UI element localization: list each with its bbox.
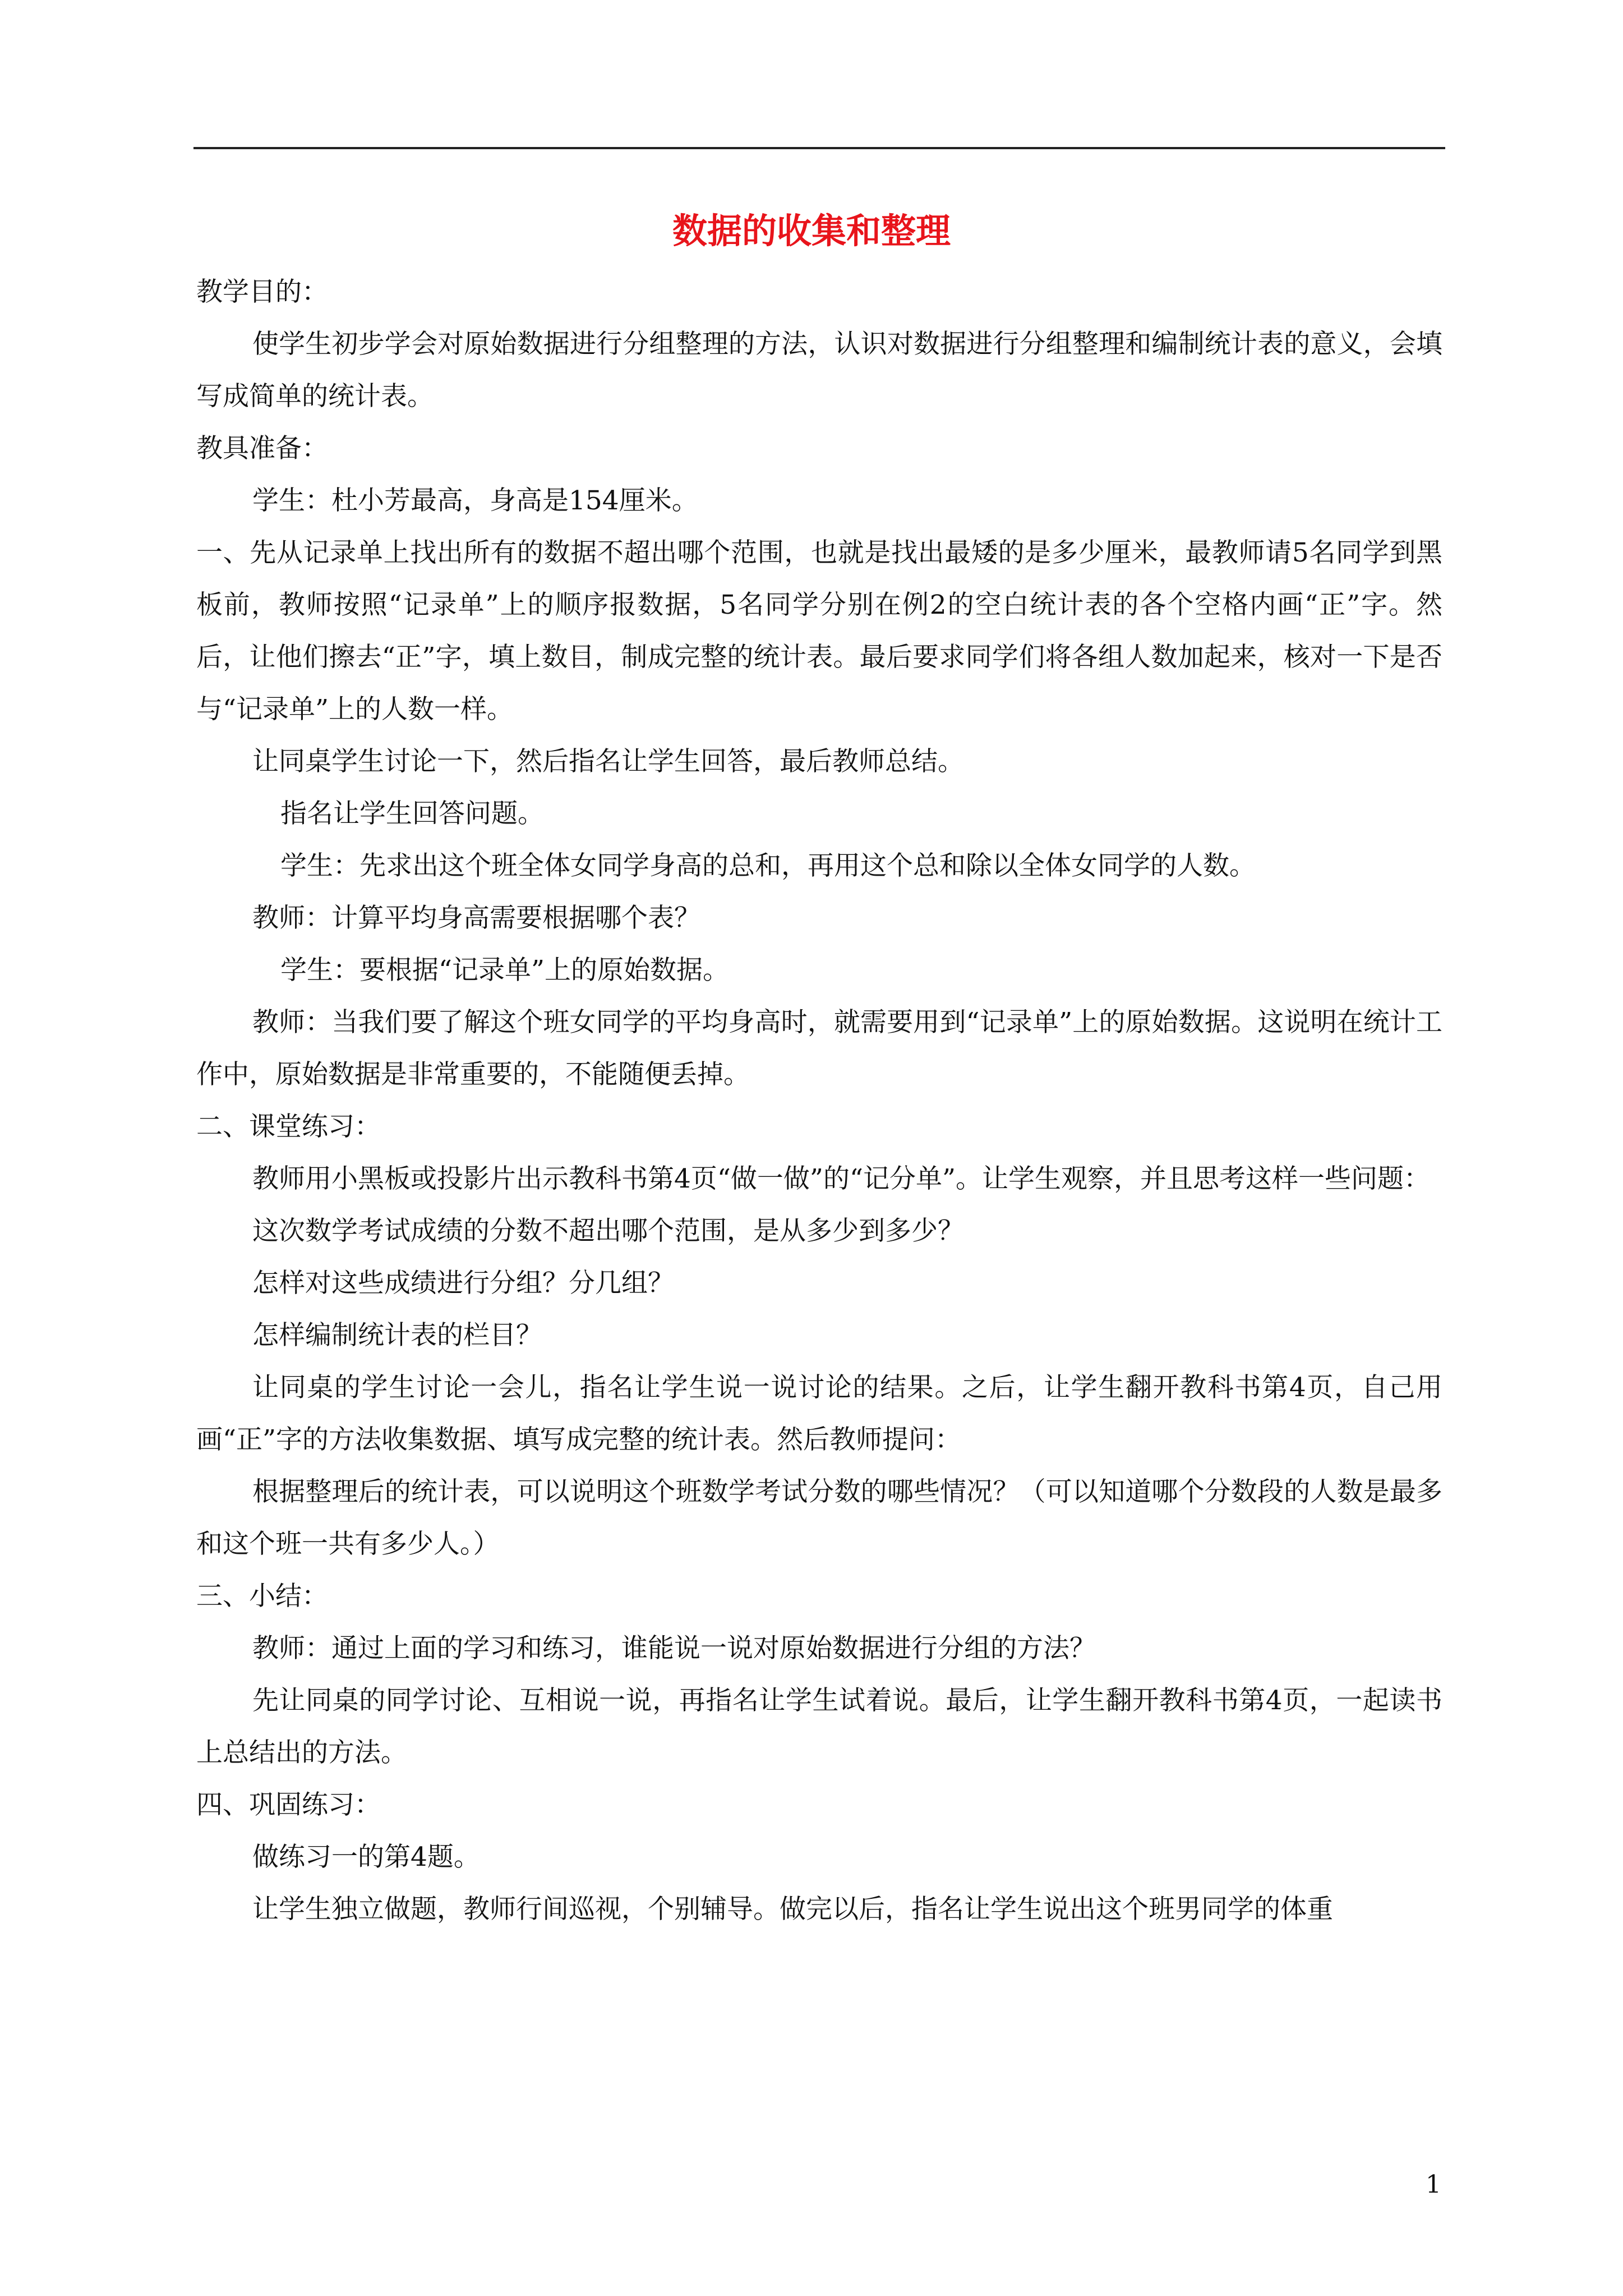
section-heading-objectives: 教学目的：	[196, 277, 328, 307]
header-rule	[193, 147, 1445, 149]
paragraph-summary-activity: 先让同桌的同学讨论、互相说一说，再指名让学生试着说。最后，让学生翻开教科书第4页，一起读书上总结出的方法。	[196, 1685, 1442, 1768]
paragraph-student-tallest: 学生：杜小芳最高，身高是154厘米。	[252, 485, 698, 516]
document-body	[196, 266, 1442, 1935]
paragraph-step-one: 一、先从记录单上找出所有的数据不超出哪个范围，也就是找出最矮的是多少厘米，最教师请5名同学到黑板前，教师按照“记录单”上的顺序报数据，5名同学分别在例2的空白统计表的各个空格内画“正”字。然后，让他们擦去“正”字，填上数目，制成完整的统计表。最后要求同学们将各组人数加起来，核对一下是否与“记录单”上的人数一样。	[196, 537, 1442, 725]
paragraph-question-groups: 怎样对这些成绩进行分组？分几组？	[252, 1268, 674, 1299]
paragraph-practice-discussion: 让同桌的学生讨论一会儿，指名让学生说一说讨论的结果。之后，让学生翻开教科书第4页，自己用画“正”字的方法收集数据、填写成完整的统计表。然后教师提问：	[196, 1372, 1442, 1455]
paragraph-practice-question: 根据整理后的统计表，可以说明这个班数学考试分数的哪些情况？（可以知道哪个分数段的人数是最多和这个班一共有多少人。）	[196, 1476, 1442, 1559]
paragraph-question-columns: 怎样编制统计表的栏目？	[252, 1320, 542, 1351]
paragraph-discussion: 让同桌学生讨论一下，然后指名让学生回答，最后教师总结。	[252, 746, 964, 777]
paragraph-student-answer-record: 学生：要根据“记录单”上的原始数据。	[280, 955, 730, 986]
section-heading-materials: 教具准备：	[196, 433, 328, 464]
section-heading-practice: 二、课堂练习：	[196, 1111, 381, 1142]
section-heading-summary: 三、小结：	[196, 1581, 328, 1612]
paragraph-summary-question: 教师：通过上面的学习和练习，谁能说一说对原始数据进行分组的方法？	[252, 1633, 1096, 1664]
document-title: 数据的收集和整理	[672, 210, 951, 251]
paragraph-teacher-question: 教师：计算平均身高需要根据哪个表？	[252, 903, 700, 933]
paragraph-objectives: 使学生初步学会对原始数据进行分组整理的方法，认识对数据进行分组整理和编制统计表的意义，会填写成简单的统计表。	[196, 329, 1442, 412]
paragraph-teacher-explanation: 教师：当我们要了解这个班女同学的平均身高时，就需要用到“记录单”上的原始数据。这说明在统计工作中，原始数据是非常重要的，不能随便丢掉。	[196, 1007, 1442, 1090]
paragraph-student-answer-sum: 学生：先求出这个班全体女同学身高的总和，再用这个总和除以全体女同学的人数。	[280, 850, 1256, 881]
page-number: 1	[1426, 2170, 1441, 2199]
paragraph-question-range: 这次数学考试成绩的分数不超出哪个范围，是从多少到多少？	[252, 1216, 964, 1246]
paragraph-answer-question: 指名让学生回答问题。	[280, 798, 544, 829]
paragraph-exercise: 做练习一的第4题。	[252, 1842, 480, 1872]
paragraph-independent-work: 让学生独立做题，教师行间巡视，个别辅导。做完以后，指名让学生说出这个班男同学的体重	[252, 1894, 1333, 1925]
paragraph-practice-intro: 教师用小黑板或投影片出示教科书第4页“做一做”的“记分单”。让学生观察，并且思考这样一些问题：	[252, 1163, 1431, 1194]
section-heading-consolidation: 四、巩固练习：	[196, 1789, 381, 1820]
